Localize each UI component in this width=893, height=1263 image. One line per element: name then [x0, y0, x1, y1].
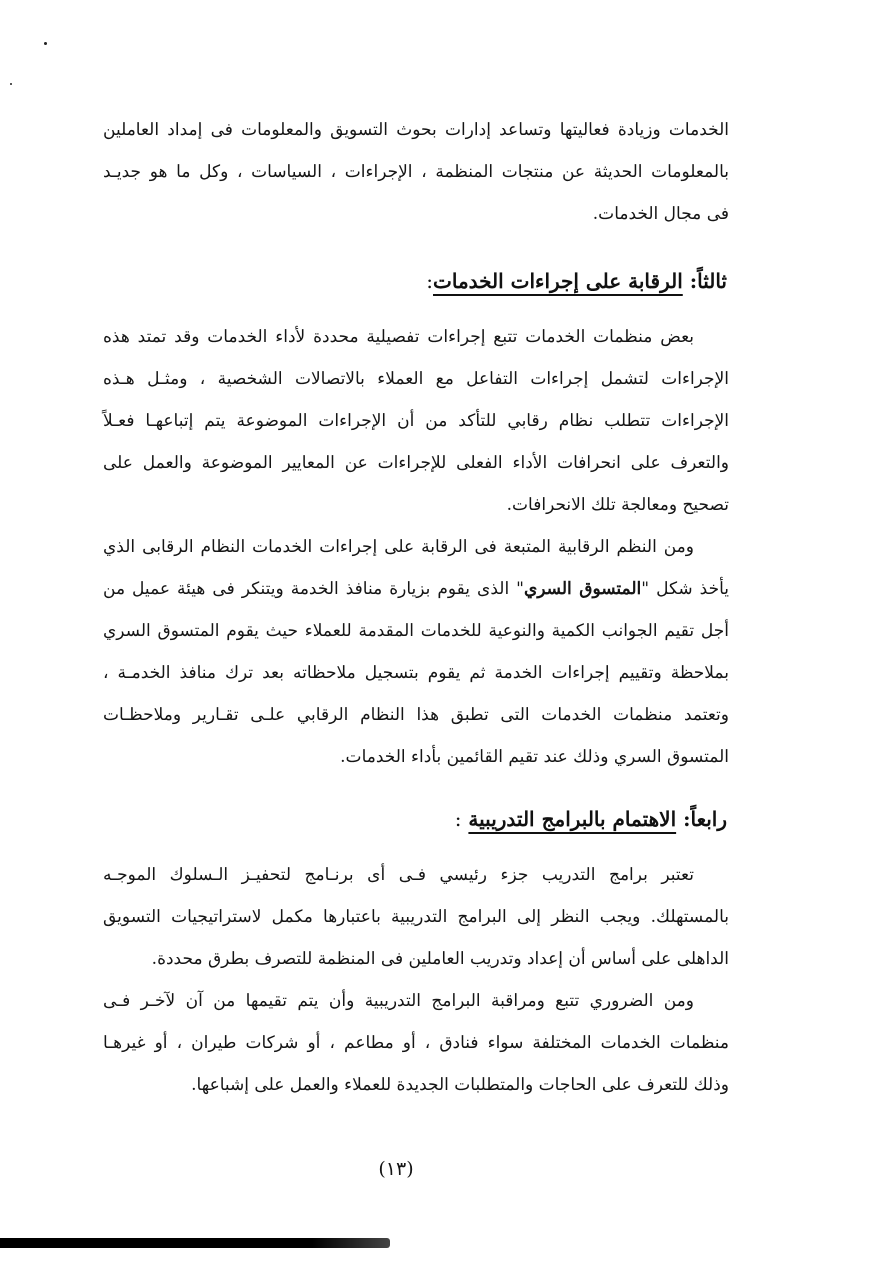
s3-p1-line-5: تصحيح ومعالجة تلك الانحرافات.	[506, 495, 729, 515]
s3-p1-line-3: الإجراءات تتطلب نظام رقابي للتأكد من أن الإجراءات الموضوعة يتم إتباعهـا فعـلاً	[103, 411, 729, 431]
section3-heading	[426, 267, 727, 295]
intro-line-3: فى مجال الخدمات.	[592, 204, 729, 224]
s3-p2-line-2-end: " الذى يقوم بزيارة منافذ الخدمة ويتنكر فى هيئة عميل من	[103, 579, 524, 599]
section4-heading	[455, 805, 727, 833]
secret-shopper-term: المتسوق السري	[524, 579, 642, 599]
section3-title-suffix: :	[426, 269, 434, 293]
s4-p2-line-2: منظمات الخدمات المختلفة سواء فنادق ، أو مطاعم ، أو شركات طيران ، أو غيرهـا	[103, 1033, 729, 1053]
s4-p1-line-3: الداهلى على أساس أن إعداد وتدريب العاملين فى المنظمة للتصرف بطرق محددة.	[151, 949, 729, 969]
section4-title: الاهتمام بالبرامج التدريبية	[468, 807, 677, 831]
s3-p1-line-2: الإجراءات لتشمل إجراءات التفاعل مع العملاء بالاتصالات الشخصية ، ومثـل هـذه	[103, 369, 729, 389]
s3-p2-line-5: وتعتمد منظمات الخدمات التى تطبق هذا النظام الرقابي علـى تقـارير وملاحظـات	[103, 705, 729, 725]
scan-speck	[10, 83, 12, 85]
s3-p1-line-1: بعض منظمات الخدمات تتبع إجراءات تفصيلية محددة لأداء الخدمات وقد تمتد هذه	[103, 327, 694, 347]
section4-number: رابعاً:	[683, 807, 727, 831]
scan-edge-bar	[0, 1238, 390, 1248]
s3-p2-line-4: بملاحظة وتقييم إجراءات الخدمة ثم يقوم بتسجيل ملاحظاته بعد ترك منافذ الخدمـة ،	[103, 663, 729, 683]
section4-title-suffix: :	[454, 807, 462, 831]
s3-p2-line-3: أجل تقيم الجوانب الكمية والنوعية للخدمات المقدمة للعملاء حيث يقوم المتسوق السري	[103, 621, 729, 641]
intro-line-1: الخدمات وزيادة فعاليتها وتساعد إدارات بحوث التسويق والمعلومات فى إمداد العاملين	[103, 120, 729, 140]
scan-speck	[44, 42, 47, 45]
s3-p2-line-2-start: يأخذ شكل "	[641, 579, 729, 599]
s4-p2-line-1: ومن الضروري تتبع ومراقبة البرامج التدريبية وأن يتم تقيمها من آن لآخـر فـى	[103, 991, 694, 1011]
section3-title: الرقابة على إجراءات الخدمات	[433, 269, 683, 293]
page-number: (١٣)	[378, 1158, 414, 1180]
section3-number: ثالثاً:	[689, 269, 727, 293]
s3-p1-line-4: والتعرف على انحرافات الأداء الفعلى للإجراءات عن المعايير الموضوعة والعمل على	[103, 453, 729, 473]
s3-p2-line-1: ومن النظم الرقابية المتبعة فى الرقابة على إجراءات الخدمات النظام الرقابى الذي	[103, 537, 694, 557]
s4-p2-line-3: وذلك للتعرف على الحاجات والمتطلبات الجديدة للعملاء والعمل على إشباعها.	[191, 1075, 729, 1095]
s3-p2-line-6: المتسوق السري وذلك عند تقيم القائمين بأداء الخدمات.	[340, 747, 729, 767]
s4-p1-line-1: تعتبر برامج التدريب جزء رئيسي فـى أى برنـامج لتحفيـز الـسلوك الموجـه	[103, 865, 694, 885]
s4-p1-line-2: بالمستهلك. ويجب النظر إلى البرامج التدريبية باعتبارها مكمل لاستراتيجيات التسويق	[103, 907, 729, 927]
intro-line-2: بالمعلومات الحديثة عن منتجات المنظمة ، الإجراءات ، السياسات ، وكل ما هو جديـد	[103, 162, 729, 182]
s3-p2-line-2	[103, 577, 729, 601]
